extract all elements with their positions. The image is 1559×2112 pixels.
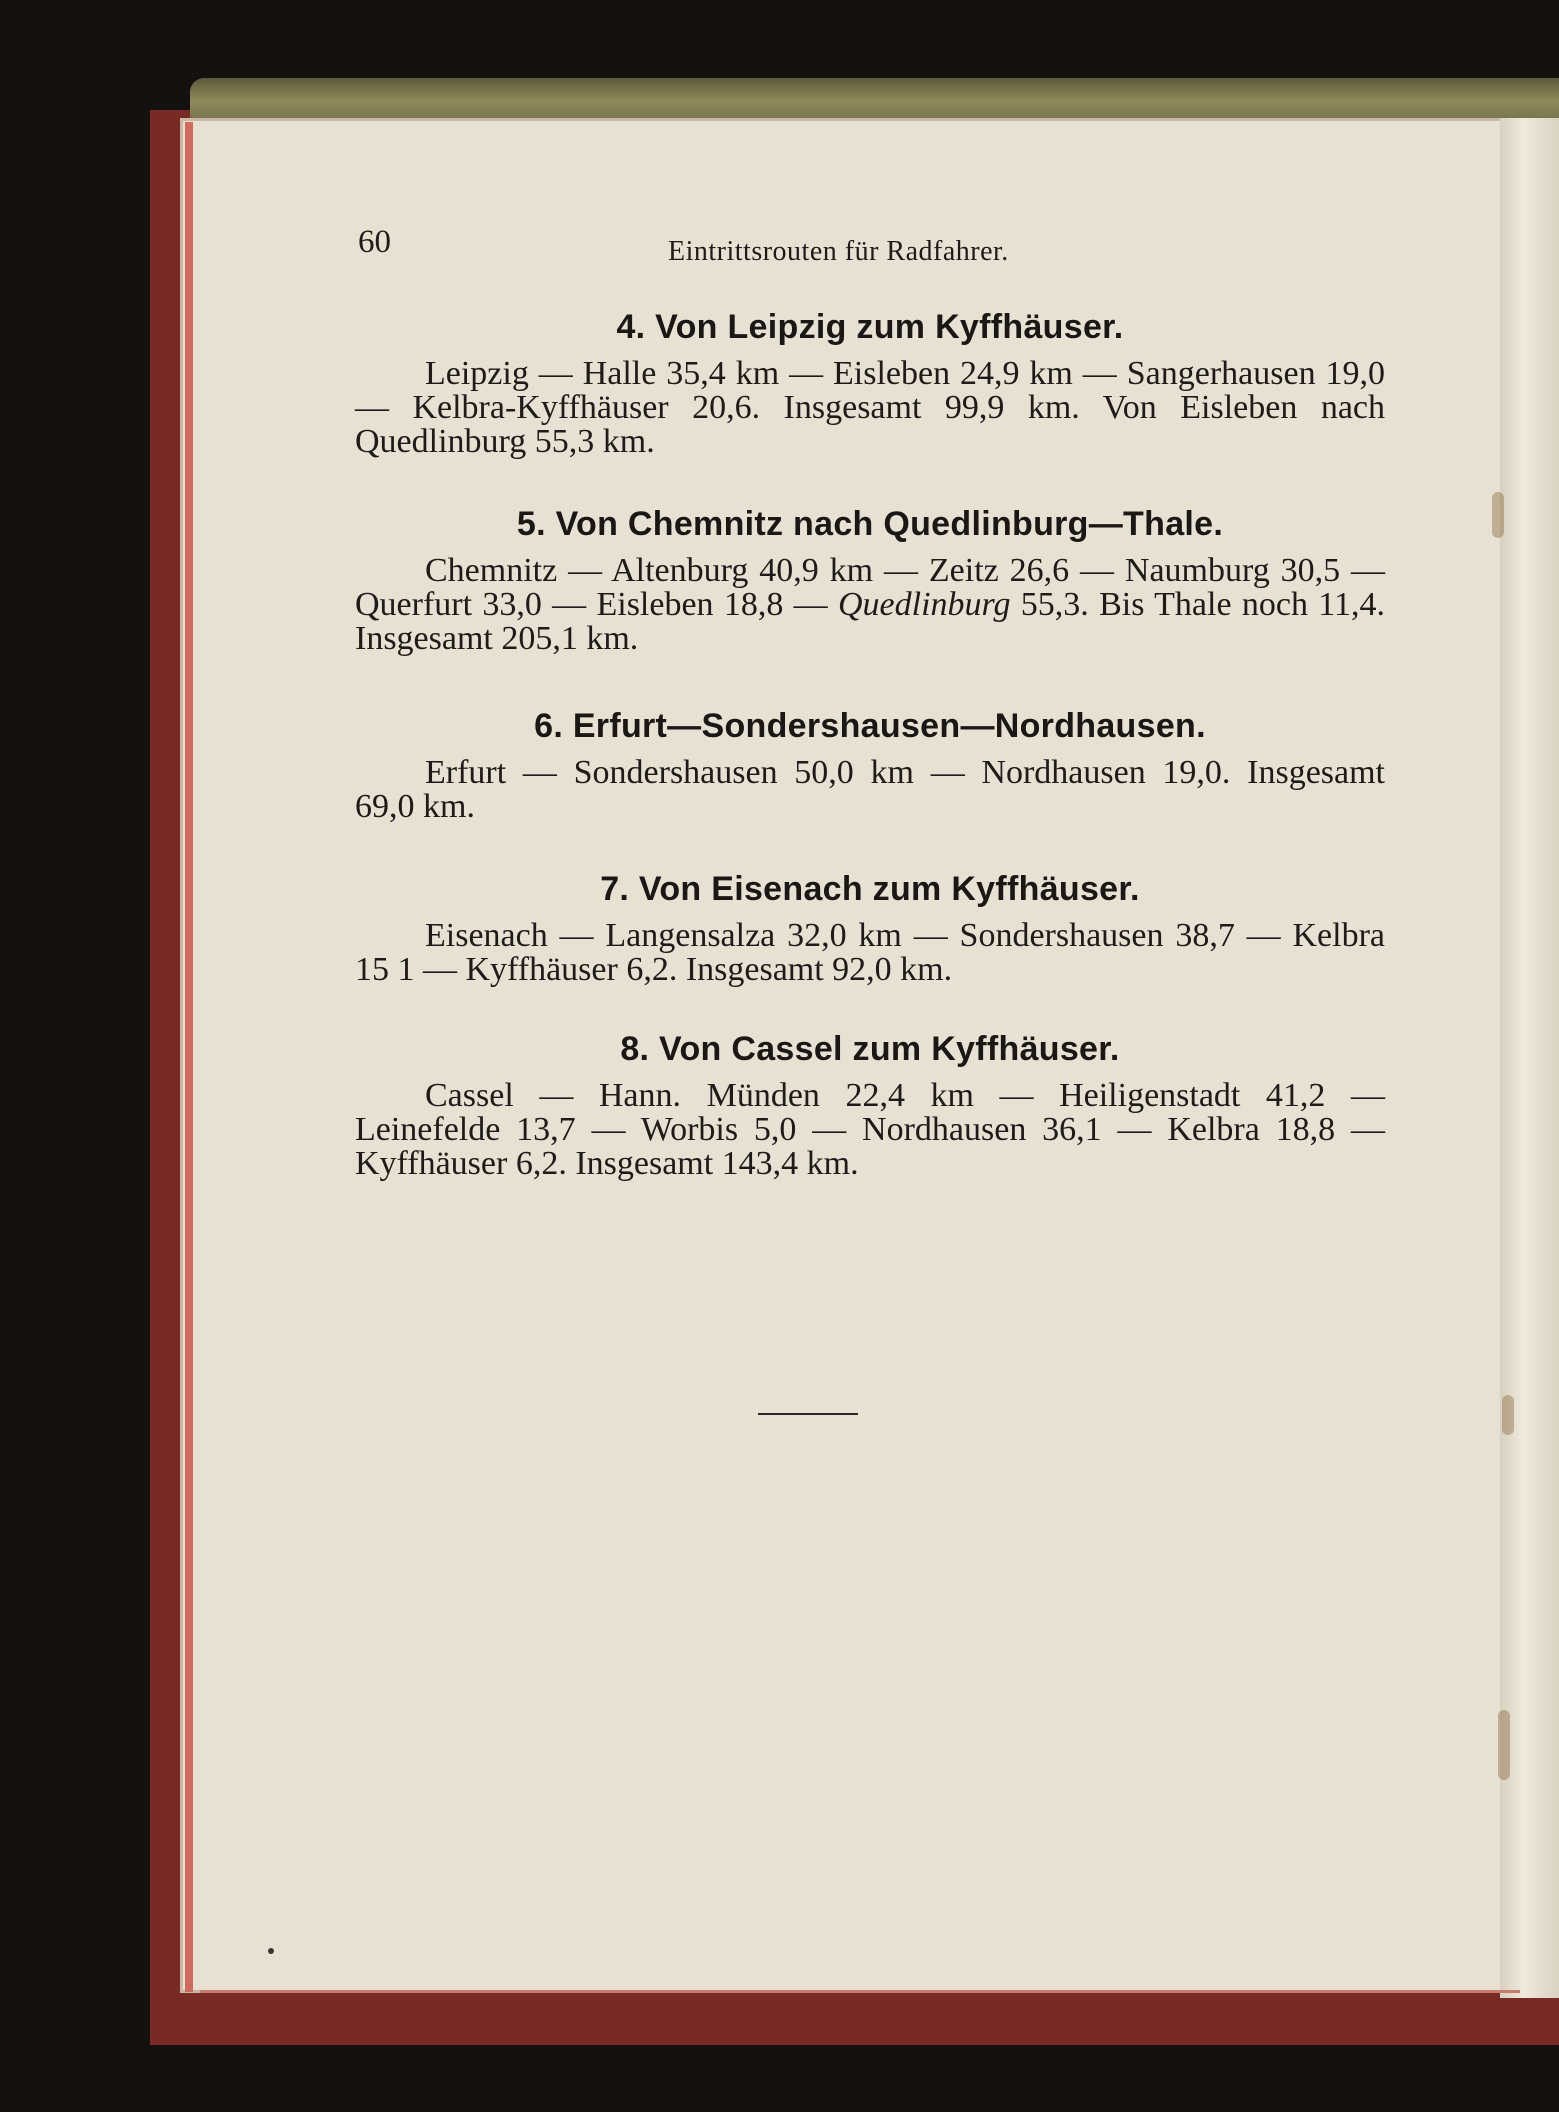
running-head: Eintrittsrouten für Radfahrer. xyxy=(668,236,1009,267)
route-heading: 7. Von Eisenach zum Kyffhäuser. xyxy=(600,870,1140,908)
page-number: 60 xyxy=(358,224,391,260)
page-bottom-edge xyxy=(200,1990,1520,1993)
page-stain xyxy=(1502,1395,1514,1435)
page-stain xyxy=(1492,492,1504,538)
route-text: Eisenach — Langensalza 32,0 km — Sondershausen 38,7 — Kelbra 15 1 — Kyffhäuser 6,2. Insgesamt 92,0 km. xyxy=(355,917,1385,988)
route-heading: 4. Von Leipzig zum Kyffhäuser. xyxy=(616,308,1124,346)
route-text xyxy=(355,554,1385,656)
section-divider-rule xyxy=(758,1413,858,1415)
route-heading: 6. Erfurt—Sondershausen—Nordhausen. xyxy=(534,707,1206,745)
route-section-4 xyxy=(355,308,1385,459)
route-section-8 xyxy=(355,1030,1385,1181)
page-stain xyxy=(1498,1710,1510,1780)
route-text: Cassel — Hann. Münden 22,4 km — Heiligenstadt 41,2 — Leinefelde 13,7 — Worbis 5,0 — Nordhausen 36,1 — Kelbra 18,8 — Kyffhäuser 6,2. Insgesamt 143,4 km. xyxy=(355,1077,1385,1182)
route-text: Leipzig — Halle 35,4 km — Eisleben 24,9 km — Sangerhausen 19,0 — Kelbra-Kyffhäuser 20,6. Insgesamt 99,9 km. Von Eisleben nach Quedlinburg 55,3 km. xyxy=(355,355,1385,460)
route-section-7 xyxy=(355,870,1385,987)
route-heading: 8. Von Cassel zum Kyffhäuser. xyxy=(620,1030,1120,1068)
route-heading: 5. Von Chemnitz nach Quedlinburg—Thale. xyxy=(516,505,1224,543)
route-text-part: 55,3. Bis Thale noch 11,4. Insgesamt 205,1 km. xyxy=(355,586,1386,657)
route-text: Erfurt — Sondershausen 50,0 km — Nordhausen 19,0. Insgesamt 69,0 km. xyxy=(355,754,1385,825)
route-text-part: Chemnitz — Altenburg 40,9 km — Zeitz 26,6 — Naumburg 30,5 — Querfurt 33,0 — Eisleben 18,8 — xyxy=(355,552,1385,623)
route-section-6 xyxy=(355,707,1385,824)
ink-speck xyxy=(268,1948,274,1954)
page-red-edge xyxy=(185,122,193,1992)
route-text-italic: Quedlinburg xyxy=(837,586,1011,623)
route-section-5 xyxy=(355,505,1385,656)
